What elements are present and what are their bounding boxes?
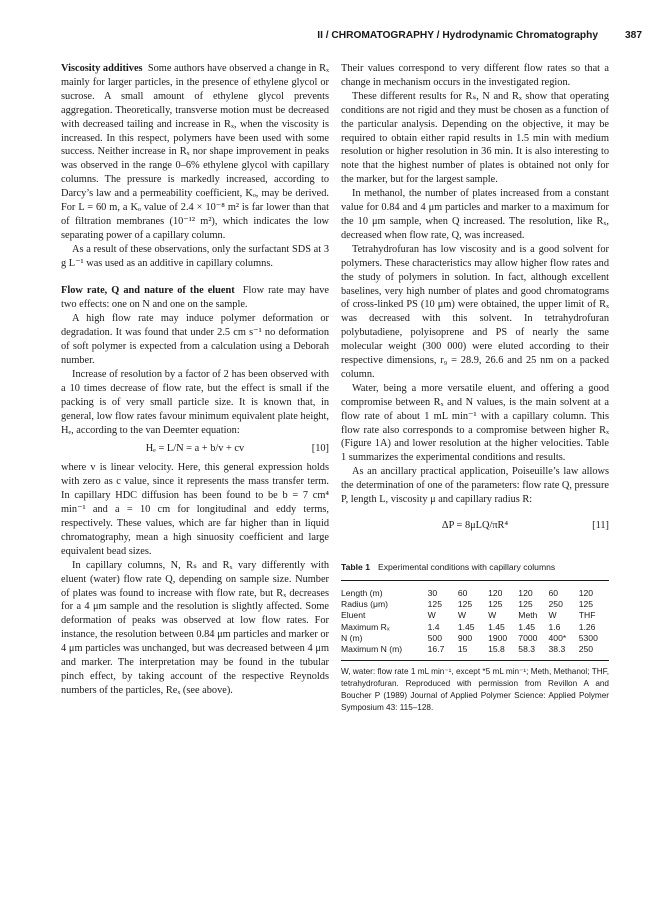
table-cell: 5300 (578, 632, 598, 643)
table-row (341, 633, 609, 644)
running-title: II / CHROMATOGRAPHY / Hydrodynamic Chromatography (317, 30, 598, 41)
table-cell: 60 (457, 587, 468, 598)
table-cell: 120 (578, 587, 594, 598)
table-cell: 125 (518, 599, 533, 610)
table-1 (341, 580, 609, 714)
row-label: Maximum N (m) (341, 643, 403, 654)
equation-11-body: ΔP = 8μLQ/πR⁴ (441, 520, 509, 531)
page-number: 387 (625, 30, 642, 41)
table-cell: 125 (488, 599, 503, 610)
row-label: N (m) (341, 632, 363, 643)
table-row (341, 610, 609, 621)
table-bottom-rule (341, 660, 609, 661)
right-column (341, 62, 609, 714)
row-label: Length (m) (341, 587, 383, 598)
right-paragraph-3: In methanol, the number of plates increased from a constant value for 0.84 and 4 μm particles and marker to a maximum for the 10 μm sample, when Q increased. The resolution, like Rₓ, decreased when flow rate, Q, was increased. (341, 188, 609, 241)
left-column (61, 62, 329, 698)
table-cell: Meth (518, 610, 538, 621)
table-cell: 38.3 (548, 643, 566, 654)
table-cell: 125 (457, 599, 473, 610)
table-cell: 1.45 (457, 621, 475, 632)
right-paragraph-4: Tetrahydrofuran has low viscosity and is a good solvent for polymers. These characteristics may allow higher flow rates and the study of polymers in solution. In fact, although excellent baselines, very high number of plates and good chromatograms of cross-linked PS (10 μm) were obtained, the upper limit of Rₓ was decreased with this solvent. In tetrahydrofuran polybutadiene, polyisoprene and PS of nearly the same molecular weight (300 000) were eluted according to their respective dimensions, r₉ = 28.9, 26.6 and 25 nm on a packed column. (341, 243, 609, 380)
table-cell: 58.3 (518, 643, 536, 654)
table-cell: W (457, 610, 466, 621)
table-cell: 500 (427, 632, 442, 643)
right-paragraph-1: Their values correspond to very different flow rates so that a change in mechanism occurs in the investigated region. (341, 63, 609, 88)
table-cell: 60 (548, 587, 559, 598)
table-cell: 400* (548, 632, 567, 643)
table-cell: 1900 (488, 632, 508, 643)
table-row (341, 599, 609, 610)
table-cell: 125 (578, 599, 594, 610)
flow-text: Flow rate may have two effects: one on N and one on the sample. (61, 285, 330, 311)
equation-10 (61, 442, 329, 456)
table-row (341, 588, 609, 599)
table-cell: 250 (548, 599, 563, 610)
table-cell: 1.45 (518, 621, 536, 632)
equation-11-number: [11] (592, 520, 609, 531)
table-cell: 7000 (518, 632, 538, 643)
table-cell: W (427, 610, 436, 621)
table-cell: 1.45 (488, 621, 505, 632)
table-1-grid (341, 588, 609, 655)
table-cell: 1.26 (578, 621, 596, 632)
table-1-label: Table 1 (341, 561, 370, 572)
running-header (30, 30, 642, 44)
table-1-footnote: W, water: flow rate 1 mL min⁻¹, except *5 mL min⁻¹; Meth, Methanol; THF, tetrahydrofuran. Reproduced with permission from Revillon A and Boucher P (1989) Journal of Applied Polymer Science: Applied Polymer Symposium 43: 115–128. (341, 667, 609, 713)
row-label: Maximum Rₓ (341, 621, 390, 632)
viscosity-paragraph (61, 62, 329, 243)
table-cell: 120 (518, 587, 533, 598)
table-cell: 1.6 (548, 621, 561, 632)
row-label: Radius (μm) (341, 599, 388, 610)
viscosity-heading: Viscosity additives (61, 63, 143, 74)
equation-10-number: [10] (311, 443, 329, 455)
table-cell: THF (578, 610, 596, 621)
table-cell: 900 (457, 632, 473, 643)
sds-paragraph: As a result of these observations, only the surfactant SDS at 3 g L⁻¹ was used as an additive in capillary columns. (61, 243, 329, 269)
table-cell: 125 (427, 599, 442, 610)
capillary-paragraph: In capillary columns, N, Rₛ and Rₓ vary differently with eluent (water) flow rate Q, depending on sample size. Number of plates was found to increase with flow rate, but Rₓ decreases for a 4 μm sample and the resolution is slightly affected. Some deformation of peaks was observed at low flow rates. For instance, the resolution between 0.84 μm particles and marker or 4 μm particles was unchanged, but was decreased between 4 μm and marker. The interpretation may be found in the tubular pinch effect, by taking account of the respective Reynolds numbers of the particles, Reₓ (see above). (61, 559, 329, 696)
table-row (341, 644, 609, 655)
table-1-title (341, 561, 609, 573)
table-cell: 15.8 (488, 643, 505, 654)
table-cell: 30 (427, 587, 438, 598)
table-cell: W (488, 610, 497, 621)
high-flow-paragraph: A high flow rate may induce polymer deformation or degradation. It was found that under 2.5 cm s⁻¹ no deformation of soft polymer is expected from a calculation using a Deborah number. (61, 313, 329, 367)
equation-10-body: Hₑ = L/N = a + b/v + cv (145, 443, 245, 455)
table-cell: 16.7 (427, 643, 445, 654)
right-paragraph-6: As an ancillary practical application, Poiseuille’s law allows the determination of one of the parameters: flow rate Q, pressure P, length L, viscosity μ and capillary radius R: (341, 466, 609, 506)
table-cell: W (548, 610, 557, 621)
table-cell: 1.4 (427, 621, 440, 632)
table-cell: 15 (457, 643, 468, 654)
table-1-caption: Experimental conditions with capillary columns (377, 561, 556, 572)
flow-paragraph (61, 284, 329, 312)
table-cell: 250 (578, 643, 594, 654)
row-label: Eluent (341, 610, 366, 621)
right-paragraph-5: Water, being a more versatile eluent, and offering a good compromise between Rₓ and N values, is the main solvent at a flow rate of about 1 mL min⁻¹ with a capillary column. This flow rate also corresponds to a compromise between higher Rₓ (Figure 1A) and lower resolution at the higher velocities. Table 1 summarizes the experimental conditions and results. (341, 382, 609, 464)
right-paragraph-2: These different results for Rₛ, N and Rₓ show that operating conditions are not rigid and they must be chosen as a function of the particular analysis. Depending on the objective, it may be required to obtain either rapid results in 1.5 min with medium resolution or higher resolution in 36 min. It is also interesting to note that the highest number of plates is obtained not only for the marker, but for the largest sample. (341, 90, 609, 186)
viscosity-text: Some authors have observed a change in Rₓ mainly for larger particles, in the presence of ethylene glycol or sucrose. A small amount of ethylene glycol prevents aggregation. Theoretically, transverse motion must be decreased with decreased tailing and increase in Rₓ, when the viscosity is increased. In this respect, polymers have been used with some success. Neither increase in Rₓ nor shape improvement in peaks was observed in the range 0–6% ethylene glycol with capillary columns. The pressure is markedly increased, according to Darcy’s law and a permeability coefficient, Kₒ, may be derived. For L = 60 m, a Kₒ value of 2.4 × 10⁻⁸ m² is far lower than that of filtration membranes (10⁻¹² m²), which indicates the low separating power of a capillary column. (61, 63, 329, 241)
equation-11 (341, 519, 609, 533)
linear-velocity-paragraph: where v is linear velocity. Here, this general expression holds with zero as c value, since it represents the mass transfer term. In capillary HDC diffusion has been found to be b = 7 cm⁴ min⁻¹ and a = 10 cm for longitudinal and eddy terms, respectively. These values, which are far higher than in liquid chromatography, mean a high sinuosity coefficient and large equivalent bead sizes. (61, 462, 329, 557)
flow-heading: Flow rate, Q and nature of the eluent (61, 285, 235, 297)
table-row (341, 622, 609, 633)
table-cell: 120 (488, 587, 503, 598)
resolution-paragraph: Increase of resolution by a factor of 2 has been observed with a 10 times decrease of flow rate, but the effect is small if the packing is of very small particle size. It is known that, in general, low flow rates favour minimum equivalent plate height, Hₑ, according to the van Deemter equation: (61, 368, 329, 436)
